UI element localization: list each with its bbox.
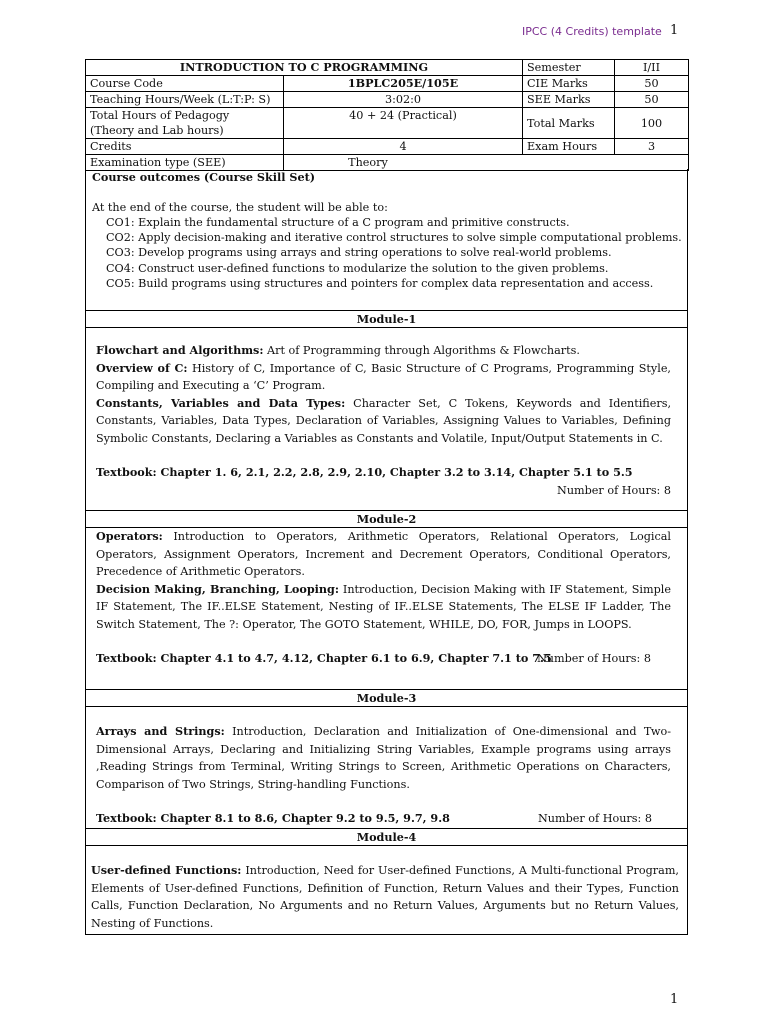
total-marks-label: Total Marks <box>523 108 615 139</box>
exam-type-value: Theory <box>284 155 689 171</box>
semester-value: I/II <box>615 60 689 76</box>
see-label: SEE Marks <box>523 92 615 108</box>
course-code-value: 1BPLC205E/105E <box>284 76 523 92</box>
module2-body <box>85 527 688 690</box>
module3-textbook: Textbook: Chapter 8.1 to 8.6, Chapter 9.2 to 9.5, 9.7, 9.8 <box>96 811 450 825</box>
module1-para-constants: Constants, Variables and Data Types: Character Set, C Tokens, Keywords and Identifiers, Constants, Variables, Data Types, Declaration of Variables, Assigning Values to Variables, Defining Symbolic Constants, Declaring a Variables as Constants and Volatile, Input/Output Statements in C. <box>96 395 671 445</box>
footer-page-number: 1 <box>670 992 679 1007</box>
cie-value: 50 <box>615 76 689 92</box>
total-marks-value: 100 <box>615 108 689 139</box>
exam-hours-label: Exam Hours <box>523 139 615 155</box>
module2-heading: Module-2 <box>85 510 688 528</box>
course-code-label: Course Code <box>86 76 284 92</box>
course-outcomes-intro: At the end of the course, the student will be able to: <box>92 201 388 214</box>
module3-body <box>85 706 688 828</box>
module4-heading: Module-4 <box>85 828 688 846</box>
exam-hours-value: 3 <box>615 139 689 155</box>
credits-label: Credits <box>86 139 284 155</box>
see-value: 50 <box>615 92 689 108</box>
module2-textbook: Textbook: Chapter 4.1 to 4.7, 4.12, Chapter 6.1 to 6.9, Chapter 7.1 to 7.5 <box>96 651 552 665</box>
module2-hours: Number of Hours: 8 <box>537 652 651 665</box>
module1-body <box>85 327 688 510</box>
module1-para-flowchart: Flowchart and Algorithms: Art of Programming through Algorithms & Flowcharts. <box>96 343 580 357</box>
module4-body <box>85 845 688 935</box>
co-item: CO5: Build programs using structures and pointers for complex data representation and access. <box>106 276 654 290</box>
module1-hours: Number of Hours: 8 <box>557 483 671 497</box>
module1-heading: Module-1 <box>85 310 688 328</box>
teaching-label: Teaching Hours/Week (L:T:P: S) <box>86 92 284 108</box>
module3-heading: Module-3 <box>85 689 688 707</box>
exam-type-label: Examination type (SEE) <box>86 155 284 171</box>
module2-para-decision: Decision Making, Branching, Looping: Introduction, Decision Making with IF Statement, Simple IF Statement, The IF..ELSE Statement, Nesting of IF..ELSE Statements, The ELSE IF Ladder, The Switch Statement, The ?: Operator, The GOTO Statement, WHILE, DO, FOR, Jumps in LOOPS. <box>96 581 671 631</box>
module1-para-overview: Overview of C: History of C, Importance of C, Basic Structure of C Programs, Programming Style, Compiling and Executing a ‘C’ Program. <box>96 360 671 392</box>
module3-textbook-row <box>86 810 687 828</box>
pedagogy-label: Total Hours of Pedagogy (Theory and Lab hours) <box>86 108 284 139</box>
module3-hours: Number of Hours: 8 <box>538 812 652 825</box>
cie-label: CIE Marks <box>523 76 615 92</box>
co-item: CO2: Apply decision-making and iterative control structures to solve simple computational problems. <box>106 231 682 245</box>
module4-para-functions: User-defined Functions: Introduction, Need for User-defined Functions, A Multi-functional Program, Elements of User-defined Functions, Definition of Function, Return Values and their Types, Function Calls, Function Declaration, No Arguments and no Return Values, Arguments but no Return Values, Nesting of Functions. <box>91 863 679 930</box>
credits-value: 4 <box>284 139 523 155</box>
module3-para-arrays: Arrays and Strings: Introduction, Declaration and Initialization of One-dimensional and Two-Dimensional Arrays, Declaring and Initializing String Variables, Example programs using arrays ,Reading Strings from Terminal, Writing Strings to Screen, Arithmetic Operations on Characters, Comparison of Two Strings, String-handling Functions. <box>96 724 671 791</box>
teaching-value: 3:02:0 <box>284 92 523 108</box>
module2-para-operators: Operators: Introduction to Operators, Arithmetic Operators, Relational Operators, Logical Operators, Assignment Operators, Increment and Decrement Operators, Conditional Operators, Precedence of Arithmetic Operators. <box>96 529 671 578</box>
pedagogy-value: 40 + 24 (Practical) <box>284 108 523 139</box>
co-item: CO4: Construct user-defined functions to modularize the solution to the given problems. <box>106 261 609 275</box>
semester-label: Semester <box>523 60 615 76</box>
course-outcomes-section <box>85 169 688 311</box>
co-item: CO3: Develop programs using arrays and string operations to solve real-world problems. <box>106 246 612 260</box>
course-info-table <box>85 59 689 171</box>
template-label: IPCC (4 Credits) template <box>522 25 662 38</box>
header-page-number: 1 <box>670 23 679 38</box>
module1-textbook: Textbook: Chapter 1. 6, 2.1, 2.2, 2.8, 2.9, 2.10, Chapter 3.2 to 3.14, Chapter 5.1 to 5.5 <box>96 465 633 479</box>
co-item: CO1: Explain the fundamental structure of a C program and primitive constructs. <box>106 216 570 229</box>
module2-textbook-row <box>86 650 687 668</box>
course-outcomes-heading: Course outcomes (Course Skill Set) <box>92 170 316 184</box>
course-title: INTRODUCTION TO C PROGRAMMING <box>86 60 523 76</box>
